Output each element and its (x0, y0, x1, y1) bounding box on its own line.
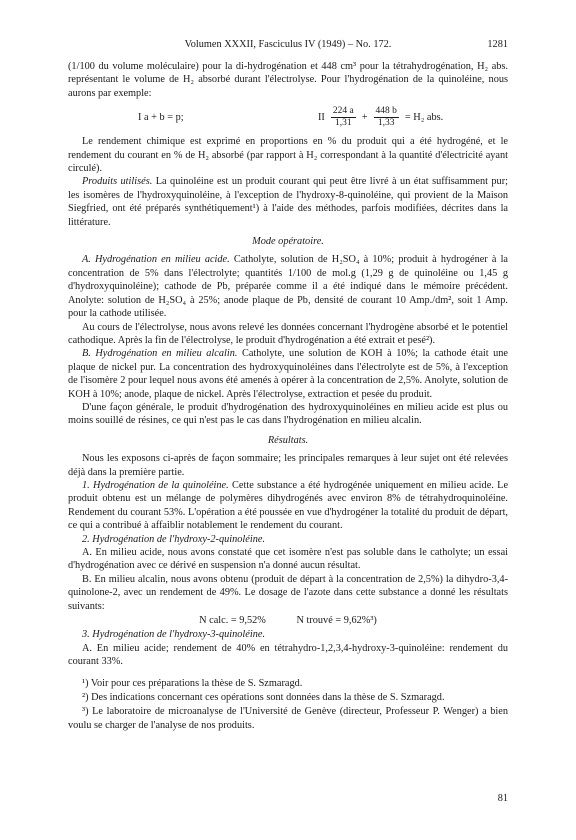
heading-hydroxy-2: 2. Hydrogénation de l'hydroxy-2-quinoléine. (82, 533, 266, 545)
alkaline-label: B. Hydrogénation en milieu alcalin. (82, 348, 238, 360)
fraction-2-denominator: 1,33 (377, 118, 395, 129)
products-label: Produits utilisés. (82, 176, 153, 188)
formula-ii-label: II (318, 112, 325, 124)
acid-text: Catholyte, solution de H₂SO₄ à 10%; produit à hydrogéner à la concentration de 5% dans l'électrolyte; quantités 1/100 de mol.g (1,29 g de quinoléine ou 1,45 g d'hydroxyquinoléine); cathode de Pb, préparée comme il a été indiqué dans le mémoire précédent. Anolyte: solution de H₂SO₄ à 25%; anode plaque de Pb, densité de courant 10 Amp./dm², soit 1 Amp. pour la cathode utilisée. (68, 254, 508, 320)
footnotes (68, 677, 508, 733)
footnote-1: ¹) Voir pour ces préparations la thèse de S. Szmaragd. (82, 677, 303, 689)
paragraph-products (68, 175, 508, 229)
formula-plus: + (361, 112, 368, 124)
paragraph-yield: Le rendement chimique est exprimé en proportions en % du produit qui a été hydrogéné, et le rendement du courant en % de H₂ absorbé (par rapport à H₂ correspondant à la quantité d'électricité ayant circulé). (68, 136, 508, 175)
paragraph-alkaline (68, 347, 508, 401)
formula-i: I a + b = p; (138, 112, 184, 124)
paragraph-general: D'une façon générale, le produit d'hydrogénation des hydroxyquinoléines en milieu acide est plus ou moins souillé de résines, ce qui n'est pas le cas dans l'hydrogénation en milieu alcalin. (68, 401, 508, 427)
fraction-2-numerator: 448 b (375, 106, 397, 117)
section-title-results: Résultats. (267, 434, 309, 446)
nitrogen-found: N trouvé = 9,62%³) (296, 615, 377, 627)
acid-label: A. Hydrogénation en milieu acide. (82, 254, 230, 266)
paragraph-intro: (1/100 du volume moléculaire) pour la di-hydrogénation et 448 cm³ pour la tétrahydrogénation, H₂ abs. représentant le volume de H₂ absorbé durant l'électrolyse. Pour l'hydrogénation de la quinoléine, nous aurons par exemple: (68, 61, 508, 99)
fraction-1-numerator: 224 a (332, 106, 354, 117)
paragraph-hydroxy-2-alkaline: B. En milieu alcalin, nous avons obtenu (produit de départ à la concentration de 2,5%) la dihydro-3,4-quinolone-2, avec un rendement de 49%. Le dosage de l'azote dans cette substance a donné les résultats suivants: (68, 573, 508, 612)
nitrogen-calculated: N calc. = 9,52% (199, 615, 266, 627)
fraction-2 (374, 106, 399, 129)
running-head: Volumen XXXII, Fasciculus IV (1949) – No. 172. (184, 39, 392, 50)
paragraph-quinoline (68, 479, 508, 533)
paragraph-acid (68, 253, 508, 320)
footnote-2: ²) Des indications concernant ces opérations sont données dans la thèse de S. Szmaragd. (82, 692, 445, 704)
alkaline-text: Catholyte, une solution de KOH à 10%; la cathode était une plaque de nickel pur. La concentration des hydroxyquinoléines dans l'électrolyte est de 5%, à l'exception de l'isomère 2 pour lequel nous avons été amenés à opérer à la concentration de 2,5%. Anolyte, solution de KOH à 10%; anode, plaque de nickel. Après l'électrolyse, extraction et pesée du produit. (68, 348, 508, 400)
signature-number: 81 (497, 793, 508, 804)
formula-rhs: = H₂ abs. (404, 112, 444, 124)
nitrogen-results (68, 614, 508, 627)
fraction-1-denominator: 1,31 (334, 118, 352, 129)
paragraph-hydroxy-3-acid: A. En milieu acide; rendement de 40% en tétrahydro-1,2,3,4-hydroxy-3-quinoléine: rendement du courant 33%. (68, 642, 508, 668)
fraction-1 (331, 106, 356, 129)
paragraph-results-intro: Nous les exposons ci-après de façon sommaire; les principales remarques à leur sujet ont été relevées déjà dans la première partie. (68, 453, 508, 478)
quinoline-label: 1. Hydrogénation de la quinoléine. (82, 479, 229, 491)
paragraph-electrolysis: Au cours de l'électrolyse, nous avons relevé les données concernant l'hydrogène absorbé et le potentiel cathodique. Après la fin de l'électrolyse, le produit d'hydrogénation a été extrait et pesé²). (68, 321, 508, 346)
section-title-mode: Mode opératoire. (252, 236, 324, 248)
page-header (68, 38, 508, 54)
formula-ii (318, 106, 443, 129)
page-number: 1281 (487, 39, 508, 50)
quinoline-text: Cette substance a été hydrogénée uniquement en milieu acide. Le produit obtenu est un mélange de polymères dihydrogénés avec environ 8% de tétrahydroquinoléine. Rendement du courant 53%. L'opération a été poussée en vue d'hydrogéner la totalité du produit de départ, ce qui a contribué à affaiblir notablement le rendement du courant. (68, 479, 509, 532)
heading-hydroxy-3: 3. Hydrogénation de l'hydroxy-3-quinoléine. (82, 629, 266, 641)
paragraph-hydroxy-2-acid: A. En milieu acide, nous avons constaté que cet isomère n'est pas soluble dans le catholyte; un essai d'hydrogénation avec ce dérivé en suspension n'a donné aucun résultat. (68, 547, 508, 572)
formula-block (138, 106, 508, 129)
footnote-3: ³) Le laboratoire de microanalyse de l'Université de Genève (directeur, Professeur P. Wenger) a bien voulu se charger de l'analyse de nos produits. (68, 706, 508, 731)
products-text: La quinoléine est un produit courant qui peut être livré à un état suffisamment pur; les isomères de l'hydroxyquinoléine, à l'exception de l'hydroxy-8-quinoléine, qui provient de la Maison Siegfried, ont été préparés synthétiquement¹) à l'aide des méthodes, parfois modifiées, décrites dans la littérature. (68, 176, 508, 228)
